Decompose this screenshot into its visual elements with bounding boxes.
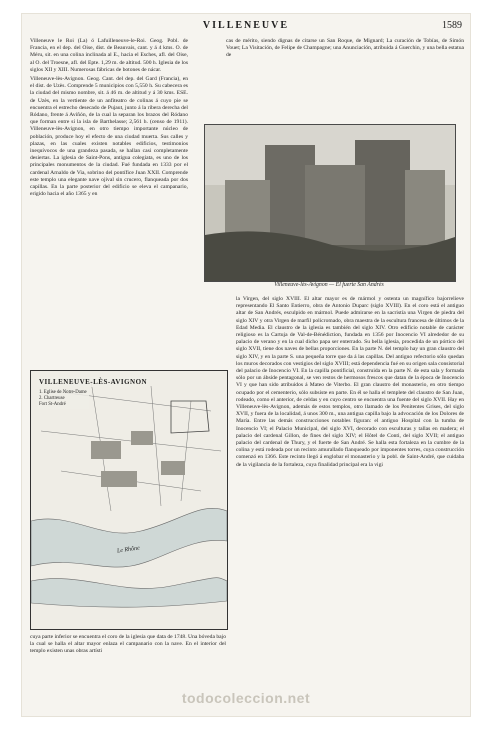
map-legend-item-2: 2. Chartreuse — [39, 396, 65, 401]
fort-photo-image — [205, 125, 455, 281]
map-legend — [37, 389, 89, 409]
encyclopedia-page — [22, 14, 470, 716]
right-top-text: cas de mérito, siendo dignas de citarse un San Roque, de Mignard; La curación de Tobías, de Simón Vouet; La Visitación, de Felipe de Champagne; una Anunciación, atribuida á Guerchin, y una bella estatua de — [226, 38, 464, 59]
page-header — [22, 20, 470, 34]
page-number: 1589 — [442, 20, 462, 31]
running-title: VILLENEUVE — [202, 20, 290, 31]
town-map — [30, 370, 228, 630]
fort-photograph — [204, 124, 456, 282]
photo-caption: Villeneuve-lès-Avignon — El fuerte San Andrés — [274, 282, 384, 288]
map-title: VILLENEUVE-LÈS-AVIGNON — [39, 378, 148, 386]
bottom-left-text: cuya parte inferior se encuentra el coro de la iglesia que data de 1748. Una bóveda bajo la cual se halla el altar mayor enlaza el campanario con la nave. En el interior del templo existen unas obras artísti — [30, 634, 226, 655]
entry-villeneuve-le-roi: Villeneuve le Roi (La) ó Lafuilleneuve-le-Roi. Geog. Pobl. de Francia, en el dep. del Oise, dist. de Beauvais, cant. y á 4 kms. O. de Méru, sit. en una colina inclinada al E., hacia el Esches, afl. del Oise, al O. del Troesne, afl. del Epte. 1,29 m. de altitud. 500 h. Iglesia de los siglos XII y XIII. Numerosas fábricas de botones de nácar. — [30, 38, 188, 73]
right-column-text: la Virgen, del siglo XVIII. El altar mayor es de mármol y ostenta un magnífico bajorrelieve representando El Santo Entierro, obra de Antonio Duparc (siglo XVIII). En el coro está el antiguo altar de San Andrés, esculpido en mármol. Puede admirarse en la sacristía una Virgen de piedra del siglo XIV y otra Virgen de marfil policromado, obra maestra de la escultura francesa de últimos de la Edad Media. El claustro de la iglesia es también del siglo XIV. Otro edificio notable de carácter religioso es la Cartuja de Val-de-Bénédiction, fundada en 1356 por Inocencio VI alrededor de su palacio de verano y en la cual dicho papa ser enterrado. Su bella iglesia, procedida de un pórtico del siglo XVII, tiene dos naves de bellas proporciones. En la parte N. del templo hay un gran claustro del siglo XIV, y en la parte S. una pequeña torre que da á las capillas. Del antiguo refectorio sólo quedan los muros decorados con vestigios del siglo XVIII; está dependencia fué en su origen sala consistorial del palacio de Inocencio VI. En la capilla pontificial, construida en la parte N. de esta sala y formada sólo por un ábside pentagonal, se ven restos de hermosos frescos que datan de la época de Inocencio VI y que han sido atribuidos á Mateo de Viterbo. El gran claustro del monasterio, en otro tiempo ocupado por el cementerio, sólo subsiste en parte. En él se halla el templete del claustro de San Juan, rodeado, como el anterior, de celdas y en cuyo centro se encuentra una fuente del siglo XVII. Hay en Villeneuve-lès-Avignon, además de estos templos, otro llamado de los Penitentes Grises, del siglo XVII, y fuera de la localidad, á unos 300 m., una antigua capilla bajo la advocación de los Dolores de María. Entre las demás construcciones notables figuran: el antiguo Hospital con la tumba de Inocencio VI; el Palacio Municipal, del siglo XVI, decorado con esculturas y tallas en madera; el palacio del cardenal Gillon, de fines del siglo XIV; el Hôtel de Conti, del siglo XVII; el antiguo palacio del cardenal de Thury, y el fuerte de San André. Se halla esta fortaleza en la cumbre de la colina y está rodeada por un recinto amurallado flanqueado por imponentes torres, cuya construcción comenzó en 1366. Este recinto llegó á englobar el monasterio y la pobl. de Saint-André, que cuidaba de la vigilancia de la fortaleza, cuya finalidad principal era la vigi — [236, 296, 464, 468]
map-drawing — [31, 371, 227, 629]
map-legend-item-3: Fort St-André — [39, 402, 66, 407]
map-river-label: Le Rhône — [116, 545, 141, 555]
left-column-text — [30, 38, 188, 383]
map-legend-item-1: 1. Eglise de Notre-Dame — [39, 390, 87, 395]
watermark: todocoleccion.net — [181, 690, 311, 706]
entry-villeneuve-les-avignon: Villeneuve-lès-Avignon. Geog. Cant. del dep. del Gard (Francia), en el dist. de Uzès. Comprende 5 municipios con 5,550 h. Su cabecera es la ciudad del mismo nombre, sit. á 46 m. de altitud y á 30 kms. ESE. de Uzès, en la vertiente de un anfiteatro de colinas á cuyo pie se encuentra el estrecho desecado de Pujaut, junto á la ribera derecha del Ródano, frente á Aviñón, de la cual la separan los brazos del Ródano que forman entre sí la isla de Barthelasse; 2,561 h. (censo de 1911). Villeneuve-lès-Avignon, en otro tiempo importante núcleo de población, produce hoy el efecto de una ciudad muerta. Sus calles y plazas, en las cuales existen notables edificios, testimonios inequívocos de una grandeza pasada, se hallan casi completamente desiertas. La iglesia de Saint-Pons, antigua colegiata, es uno de los principales monumentos de la ciudad. Fué fundada en 1333 por el cardenal Arnaldo de Via, sobrino del pontífice Juan XXII. Comprende este templo una elegante nave ojival sin crucero, flanqueada por dos capillas. En la parte posterior del edificio se eleva el campanario, erigido hacia el año 1365 y en — [30, 76, 188, 198]
